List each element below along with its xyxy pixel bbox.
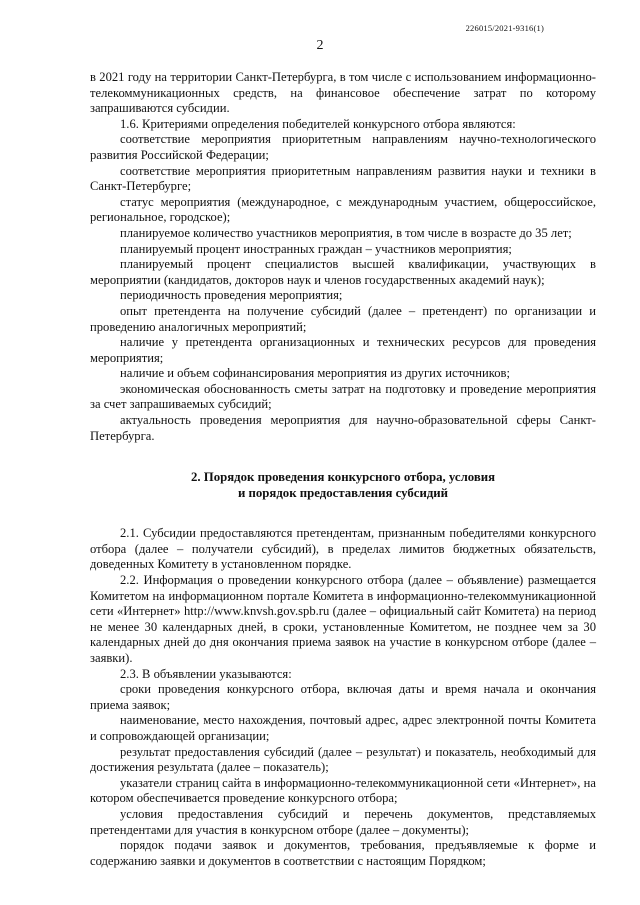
paragraph: периодичность проведения мероприятия; bbox=[120, 288, 343, 303]
paragraph: 1.6. Критериями определения победителей конкурсного отбора являются: bbox=[120, 116, 516, 131]
page-number: 2 bbox=[316, 38, 324, 53]
section-heading bbox=[90, 469, 596, 501]
document-registration-number: 226015/2021-9316(1) bbox=[465, 23, 544, 33]
paragraph: планируемый процент специалистов высшей квалификации, участвующих в мероприятии (кандидатов, докторов наук и членов государственных академий наук); bbox=[90, 257, 596, 287]
paragraph: наличие и объем софинансирования мероприятия из других источников; bbox=[120, 366, 510, 381]
paragraph: результат предоставления субсидий (далее – результат) и показатель, необходимый для достижения результата (далее – показатель); bbox=[90, 744, 596, 775]
paragraph: планируемый процент иностранных граждан – участников мероприятия; bbox=[120, 241, 512, 256]
document-body bbox=[90, 70, 596, 869]
paragraph: сроки проведения конкурсного отбора, включая даты и время начала и окончания приема заявок; bbox=[90, 682, 596, 712]
section-heading-line: и порядок предоставления субсидий bbox=[237, 486, 449, 501]
paragraph: наименование, место нахождения, почтовый адрес, адрес электронной почты Комитета и сопровождающей организации; bbox=[90, 713, 596, 743]
paragraph: актуальность проведения мероприятия для научно-образовательной сферы Санкт-Петербурга. bbox=[90, 413, 596, 443]
paragraph: соответствие мероприятия приоритетным направлениям развития науки и техники в Санкт-Петербурге; bbox=[90, 163, 596, 194]
paragraph: наличие у претендента организационных и технических ресурсов для проведения мероприятия; bbox=[90, 335, 596, 365]
paragraph: 2.2. Информация о проведении конкурсного отбора (далее – объявление) размещается Комитетом на информационном портале Комитета в информационно-телекоммуникационной сети «Интернет» http://www.knvsh.gov.spb.ru (далее – официальный сайт Комитета) на период не менее 30 календарных дней, в сроки, установленные Комитетом, не позднее чем за 30 календарных дней до дня окончания приема заявок на участие в конкурсном отборе (далее – заявки). bbox=[90, 573, 596, 665]
paragraph: порядок подачи заявок и документов, требования, предъявляемые к форме и содержанию заявки и документов в соответствии с настоящим Порядком; bbox=[90, 838, 596, 868]
paragraph: указатели страниц сайта в информационно-телекоммуникационной сети «Интернет», на котором обеспечивается проведение конкурсного отбора; bbox=[90, 775, 596, 806]
paragraph: экономическая обоснованность сметы затрат на подготовку и проведение мероприятия за счет запрашиваемых субсидий; bbox=[90, 381, 596, 412]
paragraph: в 2021 году на территории Санкт-Петербурга, в том числе с использованием информационно-телекоммуникационных средств, на финансовое обеспечение затрат по которому запрашиваются субсидии. bbox=[90, 70, 596, 116]
paragraph: статус мероприятия (международное, с международным участием, общероссийское, региональное, городское); bbox=[90, 194, 596, 225]
paragraph: соответствие мероприятия приоритетным направлениям научно-технологического развития Российской Федерации; bbox=[90, 132, 596, 162]
paragraph: планируемое количество участников мероприятия, в том числе в возрасте до 35 лет; bbox=[120, 225, 572, 240]
paragraph: опыт претендента на получение субсидий (далее – претендент) по организации и проведению аналогичных мероприятий; bbox=[90, 303, 596, 334]
paragraph: 2.1. Субсидии предоставляются претендентам, признанным победителями конкурсного отбора (далее – получатели субсидий), в пределах лимитов бюджетных обязательств, доведенных Комитету в установленном порядке. bbox=[90, 526, 596, 572]
paragraph: 2.3. В объявлении указываются: bbox=[120, 666, 292, 681]
section-heading-line: 2. Порядок проведения конкурсного отбора, условия bbox=[190, 470, 496, 485]
paragraph: условия предоставления субсидий и перечень документов, представляемых претендентами для участия в конкурсном отборе (далее – документы); bbox=[90, 806, 596, 837]
